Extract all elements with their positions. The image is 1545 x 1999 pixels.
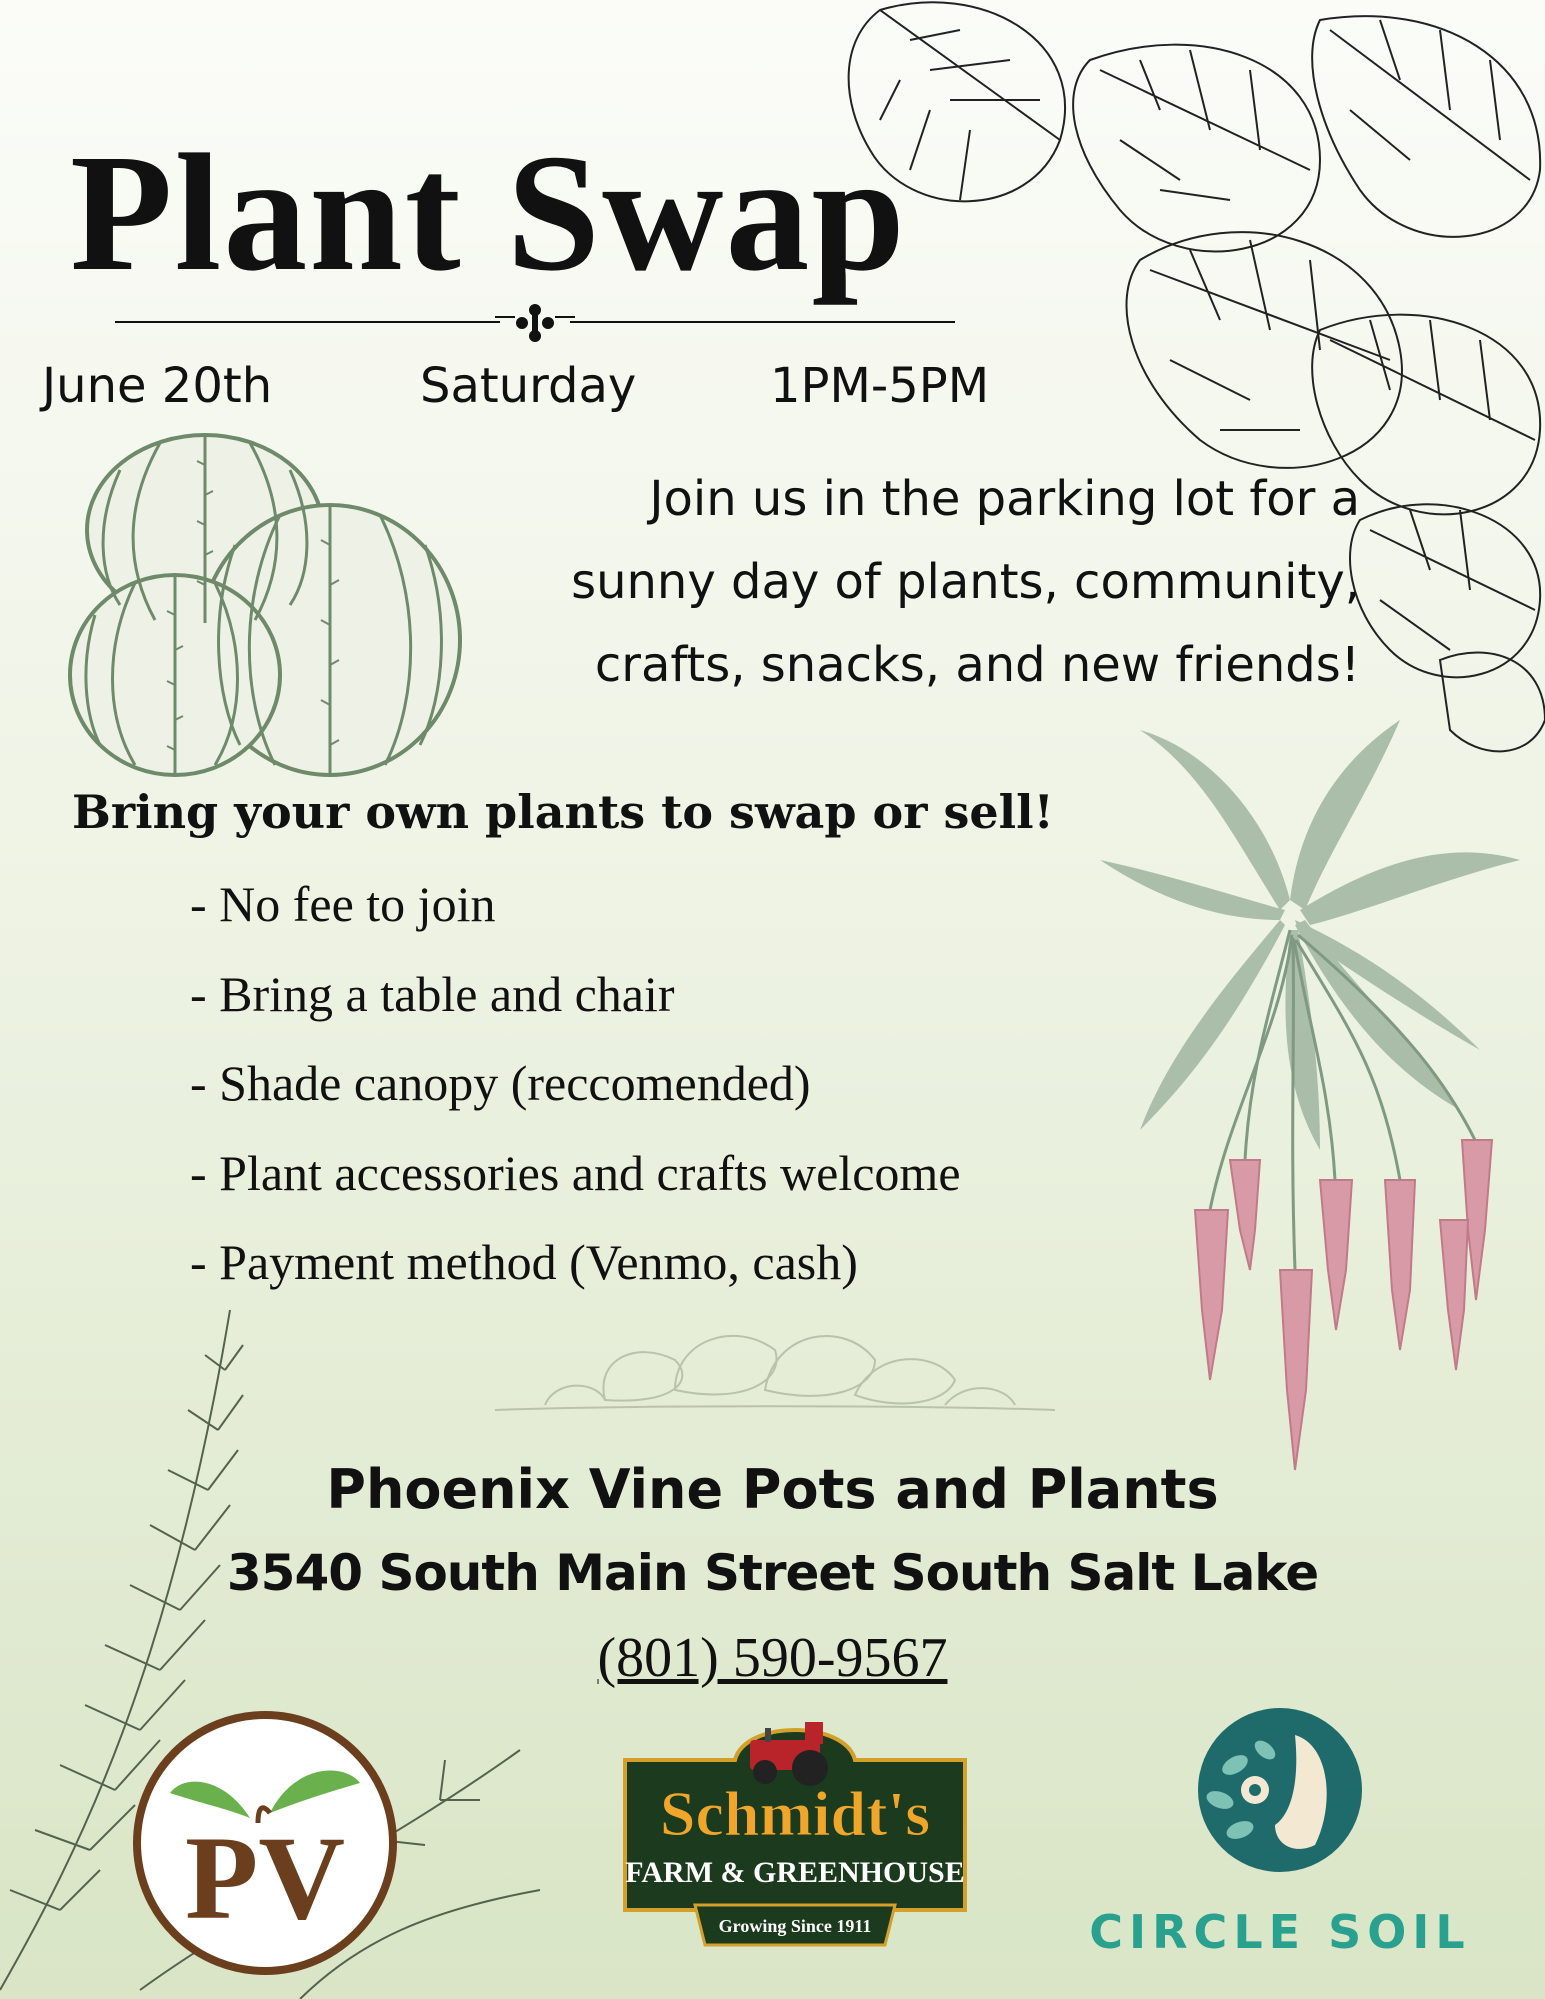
rules-list xyxy=(190,875,961,1323)
schmidts-logo xyxy=(615,1700,975,1965)
list-item: - Plant accessories and crafts welcome xyxy=(190,1144,961,1201)
pv-logo-text: PV xyxy=(185,1811,345,1944)
event-day: Saturday xyxy=(420,358,637,414)
bring-heading: Bring your own plants to swap or sell! xyxy=(72,785,1054,839)
venue-name: Phoenix Vine Pots and Plants xyxy=(326,1458,1219,1521)
list-item: - Payment method (Venmo, cash) xyxy=(190,1234,858,1290)
intro-line: crafts, snacks, and new friends! xyxy=(594,637,1360,693)
leaf-garland-illustration xyxy=(485,1310,1065,1430)
page-title: Plant Swap xyxy=(70,120,907,306)
venue-phone xyxy=(0,1626,1545,1690)
schmidts-logo-tagline: Growing Since 1911 xyxy=(718,1916,872,1936)
phone-link[interactable]: (801) 590-9567 xyxy=(597,1627,948,1689)
hanging-flower-illustration xyxy=(1080,710,1545,1510)
phoenix-vine-logo xyxy=(130,1708,400,1978)
intro-line: sunny day of plants, community, xyxy=(571,554,1360,610)
intro-line: Join us in the parking lot for a xyxy=(649,471,1360,527)
intro-paragraph xyxy=(480,458,1360,707)
list-item: - No fee to join xyxy=(190,876,496,932)
schmidts-logo-sub: FARM & GREENHOUSE xyxy=(625,1856,965,1889)
event-date: June 20th xyxy=(42,358,273,414)
venue-address: 3540 South Main Street South Salt Lake xyxy=(226,1544,1319,1602)
cactus-illustration xyxy=(65,425,470,785)
circle-soil-logo-text: CIRCLE SOIL xyxy=(1089,1905,1471,1959)
list-item: - Shade canopy (reccomended) xyxy=(190,1055,811,1111)
circle-soil-logo xyxy=(1060,1705,1500,1965)
event-time: 1PM-5PM xyxy=(770,358,990,414)
list-item: - Bring a table and chair xyxy=(190,965,675,1022)
schmidts-logo-name: Schmidt's xyxy=(659,1778,931,1849)
